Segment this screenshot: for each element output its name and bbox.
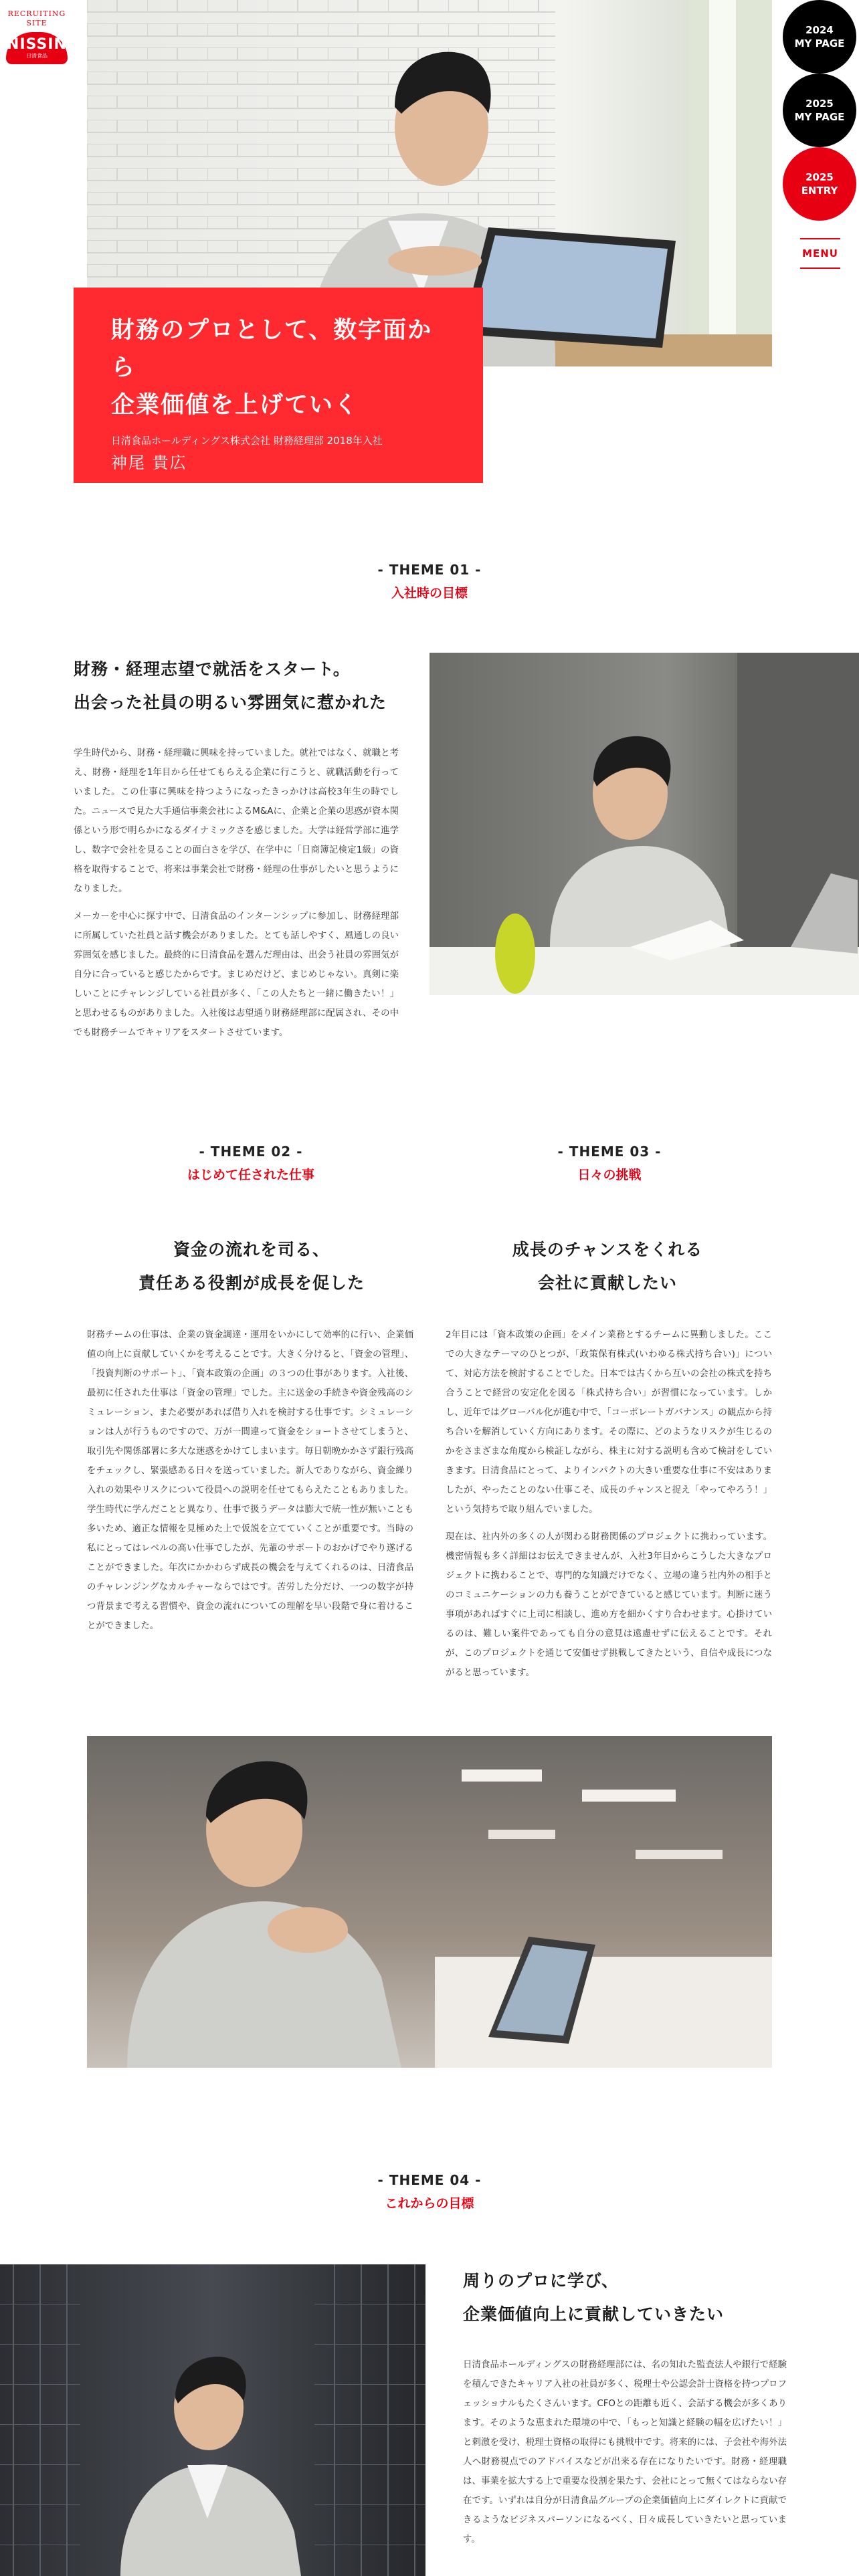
theme-02-number: - THEME 02 - [199,1144,303,1160]
recruiting-site-label [8,9,66,28]
theme-03-number: - THEME 03 - [557,1144,662,1160]
site-label-text: RECRUITING SITE [7,9,66,27]
theme-03-body [446,1325,772,1683]
theme-02-heading [117,1142,385,1184]
menu-line-bottom [800,267,840,269]
theme-02-paragraph: 財務チームの仕事は、企業の資金調達・運用をいかにして効率的に行い、企業価値の向上に貢献していくかを考えることです。大きく分けると、「資金の管理」、「投資判断のサポート」、「資本政策の企画」の３つの仕事があります。入社後、最初に任された仕事は「資金の管理」でした。主に送金の手続きや資金残高のシミュレーション、また必要があれば借り入れを検討する仕事です。シミュレーションは人が行うものですので、万が一間違って資金をショートさせてしまうと、取引先や関係部署に多大な迷惑をかけてしまいます。毎日朝晩かかさず銀行残高をチェックし、緊張感ある日々を送っていました。新人でありながら、資金繰り入れの効果やリスクについて役員への説明を任せてもらえたこともありました。学生時代に学んだことと異なり、仕事で扱うデータは膨大で統一性が無いことも多いため、適正な情報を見極めた上で仮説を立てていくことが重要です。当時の私にとってはレベルの高い仕事でしたが、先輩のサポートのおかげでやり遂げることができました。年次にかかわらず成長の機会を与えてくれるのは、日清食品のチャレンジングなカルチャーならではです。苦労した分だけ、一つの数字が持つ背景まで考える習慣や、資金の流れについての理解を早い段階で身に着けることができました。 [87,1330,413,1631]
menu-label: MENU [802,247,838,259]
theme-03-paragraph: 現在は、社内外の多くの人が関わる財務関係のプロジェクトに携わっています。機密情報も多く詳細はお伝えできませんが、入社3年目からこうした大きなプロジェクトに携わることで、専門的な知識だけでなく、立場の違う社内外の相手とのコミュニケーションの力も養うことができていると感じています。判断に迷う事項があればすぐに上司に相談し、進め方を細かくすり合わせます。心掛けているのは、難しい案件であっても自分の意見は遠慮せずに伝えることです。それが、このプロジェクトを通じて安価せず挑戦してきたという、自信や成長につながると思っています。 [446,1532,772,1678]
theme-04-label: これからの目標 [385,2196,474,2211]
brand-name: NISSIN [7,36,67,53]
theme-03-title: 成長のチャンスをくれる 会社に貢献したい [512,1240,703,1293]
entry-2025-label: ENTRY [801,185,838,197]
my-page-2024-button[interactable] [783,0,856,74]
menu-line-top [800,238,840,239]
brand-sub: 日清食品 [26,53,47,59]
theme-01-number: - THEME 01 - [377,562,482,578]
nissin-logo[interactable] [0,0,74,74]
theme-04-body [463,2355,787,2549]
hero-note: ※社員の所属は取材当時のものです。 [111,490,257,500]
theme-01-title: 財務・経理志望で就活をスタート。 出会った社員の明るい雰囲気に惹かれた [74,659,387,712]
entry-2025-year: 2025 [805,171,834,183]
theme-01-body [74,744,399,1043]
theme-03-heading [476,1142,743,1184]
theme-04-photo [0,2264,425,2576]
hero-title-box [74,288,483,500]
theme-02-body [87,1325,413,1636]
theme-02-title: 資金の流れを司る、 責任ある役割が成長を促した [138,1240,365,1293]
office-photo [87,1736,772,2068]
theme-01-heading [296,560,563,602]
theme-01-photo [430,653,859,995]
my-page-2025-button[interactable] [783,74,856,147]
menu-button[interactable] [796,234,844,273]
hero-employee-name: 神尾 貴広 [111,453,187,472]
theme-04-title: 周りのプロに学び、 企業価値向上に貢献していきたい [463,2271,725,2324]
theme-04-paragraph: 日清食品ホールディングスの財務経理部には、名の知れた監査法人や銀行で経験を積んできたキャリア入社の社員が多く、税理士や公認会計士資格を持つプロフェッショナルもたくさんいます。CFOとの距離も近く、会話する機会が多くあります。そのような恵まれた環境の中で、「もっと知識と経験の幅を広げたい！」と刺激を受け、税理士資格の取得にも挑戦中です。将来的には、子会社や海外法人へ財務視点でのアドバイスなどが出来る存在になりたいです。財務・経理職は、事業を拡大する上で重要な役割を果たす、会社にとって無くてはならない存在です。いずれは自分が日清食品グループの企業価値向上にダイレクトに貢献できるようなビジネスパーソンになるべく、日々成長していきたいと思っています。 [463,2360,787,2545]
theme-04-heading [296,2171,563,2212]
theme-01-label: 入社時の目標 [391,586,468,601]
theme-01-paragraph: メーカーを中心に探す中で、日清食品のインターンシップに参加し、財務経理部に所属していた社員と話す機会がありました。とても話しやすく、風通しの良い雰囲気を感じました。最終的に日清食品を選んだ理由は、出会う社員の雰囲気が自分に合っていると感じたからです。まじめだけど、まじめじゃない。真剣に楽しいことにチャレンジしている社員が多く、「この人たちと一緒に働きたい！」と思わせるものがありました。入社後は志望通り財務経理部に配属され、その中でも財務チームでキャリアをスタートさせています。 [74,911,399,1038]
my-page-2025-year: 2025 [805,98,834,110]
hero-company: 日清食品ホールディングス株式会社 財務経理部 2018年入社 [111,435,383,447]
theme-01-paragraph: 学生時代から、財務・経理職に興味を持っていました。就社ではなく、就職と考え、財務・経理を1年目から任せてもらえる企業に行こうと、就職活動を行っていました。この仕事に興味を持つようになったきっかけは高校3年生の時でした。ニュースで見た大手通信事業会社によるM&Aに、企業と企業の思惑が資本関係という形で明らかになるダイナミックさを感じました。大学は経営学部に進学し、数字で会社を見ることの面白さを学び、在学中に「日商簿記検定1級」の資格を取得することで、将来は事業会社で財務・経理の仕事がしたいと思うようになりました。 [74,748,399,894]
theme-04-number: - THEME 04 - [377,2172,482,2188]
theme-03-label: 日々の挑戦 [577,1168,642,1182]
my-page-2025-label: MY PAGE [794,111,845,123]
my-page-2024-year: 2024 [805,24,834,36]
theme-03-paragraph: 2年目には「資本政策の企画」をメイン業務とするチームに異動しました。ここでの大きなテーマのひとつが、「政策保有株式(いわゆる株式持ち合い)」について、対応方法を検討することでした。日本では古くから互いの会社の株式を持ち合うことで経営の安定化を図る「株式持ち合い」が習慣になっています。しかし、近年ではグローバル化が進む中で、「コーポレートガバナンス」の観点から持ち合いを解消していく方向にあります。その際に、どのようなリスクが生じるのかをさまざまな角度から検証しながら、株主に対する説明も含めて検討をしていきます。日清食品にとって、よりインパクトの大きい重要な仕事に不安はありましたが、やったことのない仕事こそ、成長のチャンスと捉え「やってやろう！」という気持ちで取り組んでいました。 [446,1330,772,1515]
hero-title: 財務のプロとして、数字面から 企業価値を上げていく [111,317,433,419]
my-page-2024-label: MY PAGE [794,37,845,49]
nissin-logo-mark [6,32,68,64]
theme-02-label: はじめて任された仕事 [187,1168,314,1182]
entry-2025-button[interactable] [783,147,856,221]
